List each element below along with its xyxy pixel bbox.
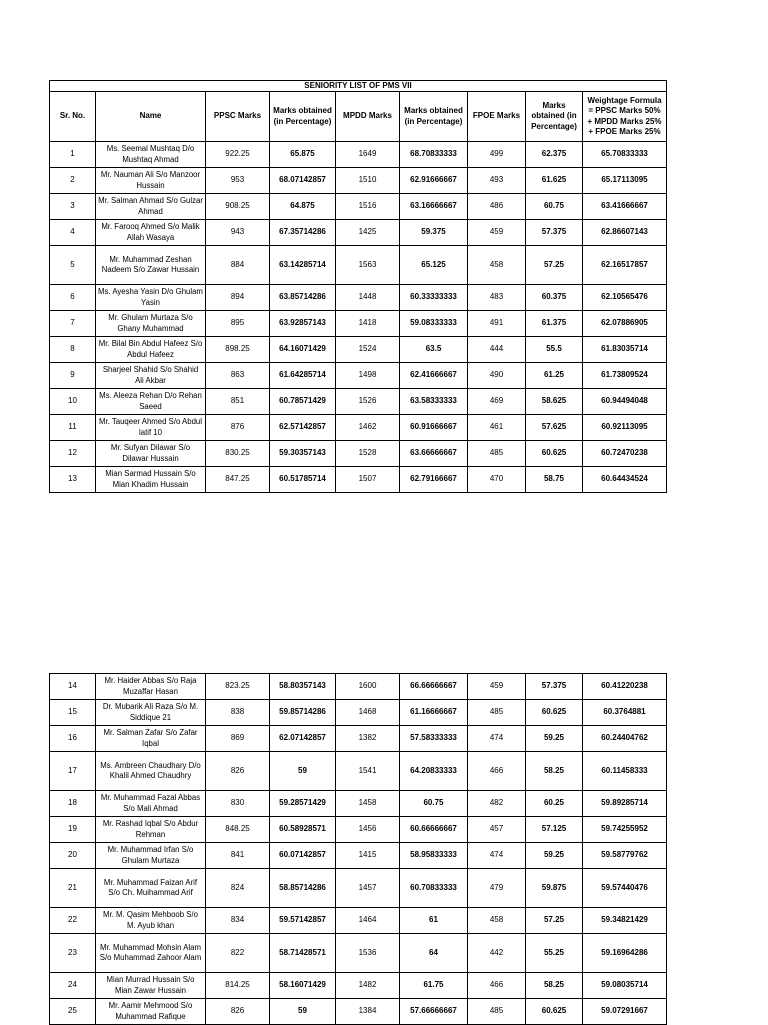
header-ppsc-marks: PPSC Marks <box>206 92 270 142</box>
header-sr-no: Sr. No. <box>50 92 96 142</box>
weightage-cell: 62.10565476 <box>583 285 667 311</box>
ppsc-percentage-cell: 59 <box>270 999 336 1025</box>
mpdd-percentage-cell: 62.41666667 <box>400 363 468 389</box>
table-row <box>50 908 667 934</box>
header-ppsc-percentage: Marks obtained (in Percentage) <box>270 92 336 142</box>
ppsc-percentage-cell: 61.64285714 <box>270 363 336 389</box>
mpdd-marks-cell: 1456 <box>336 817 400 843</box>
weightage-cell: 60.41220238 <box>583 674 667 700</box>
sr-no-cell: 24 <box>50 973 96 999</box>
table-row <box>50 467 667 493</box>
fpoe-marks-cell: 499 <box>468 142 526 168</box>
weightage-cell: 62.07886905 <box>583 311 667 337</box>
weightage-cell: 59.16964286 <box>583 934 667 973</box>
fpoe-marks-cell: 466 <box>468 973 526 999</box>
sr-no-cell: 5 <box>50 246 96 285</box>
mpdd-marks-cell: 1563 <box>336 246 400 285</box>
table-row <box>50 843 667 869</box>
table-row <box>50 999 667 1025</box>
fpoe-marks-cell: 486 <box>468 194 526 220</box>
name-cell: Mr. Nauman Ali S/o Manzoor Hussain <box>96 168 206 194</box>
fpoe-percentage-cell: 59.25 <box>526 843 583 869</box>
name-cell: Mr. Aamir Mehmood S/o Muhammad Rafique <box>96 999 206 1025</box>
table-title: SENIORITY LIST OF PMS VII <box>50 81 667 92</box>
fpoe-percentage-cell: 61.25 <box>526 363 583 389</box>
name-cell: Mr. Sufyan Dilawar S/o Dilawar Hussain <box>96 441 206 467</box>
name-cell: Mr. M. Qasim Mehboob S/o M. Ayub khan <box>96 908 206 934</box>
weightage-cell: 59.74255952 <box>583 817 667 843</box>
name-cell: Mr. Muhammad Irfan S/o Ghulam Murtaza <box>96 843 206 869</box>
ppsc-marks-cell: 826 <box>206 999 270 1025</box>
fpoe-percentage-cell: 59.25 <box>526 726 583 752</box>
mpdd-percentage-cell: 63.66666667 <box>400 441 468 467</box>
name-cell: Mr. Salman Ahmad S/o Gulzar Ahmad <box>96 194 206 220</box>
ppsc-marks-cell: 824 <box>206 869 270 908</box>
name-cell: Mr. Muhammad Zeshan Nadeem S/o Zawar Hussain <box>96 246 206 285</box>
header-row <box>50 92 667 142</box>
ppsc-marks-cell: 894 <box>206 285 270 311</box>
table-row <box>50 817 667 843</box>
mpdd-marks-cell: 1600 <box>336 674 400 700</box>
fpoe-marks-cell: 485 <box>468 441 526 467</box>
ppsc-marks-cell: 869 <box>206 726 270 752</box>
ppsc-percentage-cell: 60.58928571 <box>270 817 336 843</box>
table-row <box>50 194 667 220</box>
mpdd-marks-cell: 1384 <box>336 999 400 1025</box>
weightage-cell: 62.16517857 <box>583 246 667 285</box>
weightage-cell: 59.57440476 <box>583 869 667 908</box>
mpdd-marks-cell: 1458 <box>336 791 400 817</box>
weightage-cell: 61.73809524 <box>583 363 667 389</box>
fpoe-percentage-cell: 57.25 <box>526 908 583 934</box>
fpoe-percentage-cell: 62.375 <box>526 142 583 168</box>
fpoe-percentage-cell: 61.625 <box>526 168 583 194</box>
ppsc-marks-cell: 863 <box>206 363 270 389</box>
fpoe-marks-cell: 493 <box>468 168 526 194</box>
seniority-table-page-1 <box>49 80 667 493</box>
fpoe-marks-cell: 469 <box>468 389 526 415</box>
mpdd-percentage-cell: 62.91666667 <box>400 168 468 194</box>
weightage-cell: 65.70833333 <box>583 142 667 168</box>
ppsc-marks-cell: 826 <box>206 752 270 791</box>
mpdd-percentage-cell: 61 <box>400 908 468 934</box>
weightage-cell: 59.89285714 <box>583 791 667 817</box>
fpoe-marks-cell: 491 <box>468 311 526 337</box>
mpdd-percentage-cell: 60.33333333 <box>400 285 468 311</box>
ppsc-marks-cell: 834 <box>206 908 270 934</box>
mpdd-marks-cell: 1468 <box>336 700 400 726</box>
table-row <box>50 246 667 285</box>
mpdd-percentage-cell: 59.375 <box>400 220 468 246</box>
ppsc-percentage-cell: 63.92857143 <box>270 311 336 337</box>
sr-no-cell: 19 <box>50 817 96 843</box>
header-weightage-formula: Weightage Formula = PPSC Marks 50% + MPDD Marks 25% + FPOE Marks 25% <box>583 92 667 142</box>
ppsc-marks-cell: 814.25 <box>206 973 270 999</box>
fpoe-percentage-cell: 60.625 <box>526 700 583 726</box>
sr-no-cell: 17 <box>50 752 96 791</box>
weightage-cell: 60.94494048 <box>583 389 667 415</box>
mpdd-marks-cell: 1524 <box>336 337 400 363</box>
mpdd-percentage-cell: 64 <box>400 934 468 973</box>
mpdd-marks-cell: 1482 <box>336 973 400 999</box>
table-row <box>50 311 667 337</box>
table-row <box>50 142 667 168</box>
weightage-cell: 60.92113095 <box>583 415 667 441</box>
fpoe-marks-cell: 458 <box>468 246 526 285</box>
weightage-cell: 65.17113095 <box>583 168 667 194</box>
mpdd-marks-cell: 1415 <box>336 843 400 869</box>
seniority-table-page-2 <box>49 673 667 1025</box>
weightage-cell: 60.11458333 <box>583 752 667 791</box>
sr-no-cell: 18 <box>50 791 96 817</box>
mpdd-percentage-cell: 64.20833333 <box>400 752 468 791</box>
weightage-cell: 60.3764881 <box>583 700 667 726</box>
weightage-cell: 60.64434524 <box>583 467 667 493</box>
mpdd-percentage-cell: 60.66666667 <box>400 817 468 843</box>
ppsc-percentage-cell: 59.85714286 <box>270 700 336 726</box>
sr-no-cell: 22 <box>50 908 96 934</box>
mpdd-percentage-cell: 58.95833333 <box>400 843 468 869</box>
ppsc-percentage-cell: 62.57142857 <box>270 415 336 441</box>
ppsc-percentage-cell: 59.28571429 <box>270 791 336 817</box>
weightage-cell: 60.72470238 <box>583 441 667 467</box>
mpdd-marks-cell: 1498 <box>336 363 400 389</box>
ppsc-marks-cell: 848.25 <box>206 817 270 843</box>
mpdd-marks-cell: 1425 <box>336 220 400 246</box>
ppsc-percentage-cell: 58.16071429 <box>270 973 336 999</box>
mpdd-percentage-cell: 63.58333333 <box>400 389 468 415</box>
ppsc-marks-cell: 847.25 <box>206 467 270 493</box>
table-row <box>50 441 667 467</box>
ppsc-marks-cell: 830 <box>206 791 270 817</box>
weightage-cell: 63.41666667 <box>583 194 667 220</box>
mpdd-percentage-cell: 59.08333333 <box>400 311 468 337</box>
fpoe-percentage-cell: 55.25 <box>526 934 583 973</box>
ppsc-percentage-cell: 58.80357143 <box>270 674 336 700</box>
ppsc-marks-cell: 830.25 <box>206 441 270 467</box>
fpoe-marks-cell: 457 <box>468 817 526 843</box>
mpdd-marks-cell: 1536 <box>336 934 400 973</box>
fpoe-percentage-cell: 60.75 <box>526 194 583 220</box>
sr-no-cell: 6 <box>50 285 96 311</box>
name-cell: Mian Murrad Hussain S/o Mian Zawar Hussain <box>96 973 206 999</box>
fpoe-marks-cell: 483 <box>468 285 526 311</box>
fpoe-percentage-cell: 60.375 <box>526 285 583 311</box>
weightage-cell: 61.83035714 <box>583 337 667 363</box>
sr-no-cell: 15 <box>50 700 96 726</box>
sr-no-cell: 13 <box>50 467 96 493</box>
mpdd-marks-cell: 1464 <box>336 908 400 934</box>
sr-no-cell: 14 <box>50 674 96 700</box>
name-cell: Dr. Mubarik Ali Raza S/o M. Siddique 21 <box>96 700 206 726</box>
name-cell: Mr. Muhammad Fazal Abbas S/o Mali Ahmad <box>96 791 206 817</box>
mpdd-marks-cell: 1510 <box>336 168 400 194</box>
table-row <box>50 389 667 415</box>
fpoe-percentage-cell: 57.375 <box>526 674 583 700</box>
fpoe-percentage-cell: 57.375 <box>526 220 583 246</box>
table-row <box>50 869 667 908</box>
fpoe-marks-cell: 485 <box>468 700 526 726</box>
ppsc-percentage-cell: 64.16071429 <box>270 337 336 363</box>
sr-no-cell: 20 <box>50 843 96 869</box>
ppsc-marks-cell: 841 <box>206 843 270 869</box>
header-mpdd-marks: MPDD Marks <box>336 92 400 142</box>
fpoe-percentage-cell: 58.25 <box>526 752 583 791</box>
sr-no-cell: 25 <box>50 999 96 1025</box>
ppsc-marks-cell: 838 <box>206 700 270 726</box>
fpoe-percentage-cell: 58.625 <box>526 389 583 415</box>
fpoe-marks-cell: 459 <box>468 674 526 700</box>
weightage-cell: 62.86607143 <box>583 220 667 246</box>
mpdd-percentage-cell: 61.75 <box>400 973 468 999</box>
sr-no-cell: 9 <box>50 363 96 389</box>
mpdd-marks-cell: 1457 <box>336 869 400 908</box>
mpdd-percentage-cell: 63.16666667 <box>400 194 468 220</box>
weightage-cell: 60.24404762 <box>583 726 667 752</box>
ppsc-percentage-cell: 59 <box>270 752 336 791</box>
ppsc-percentage-cell: 59.57142857 <box>270 908 336 934</box>
mpdd-marks-cell: 1541 <box>336 752 400 791</box>
ppsc-marks-cell: 953 <box>206 168 270 194</box>
mpdd-percentage-cell: 62.79166667 <box>400 467 468 493</box>
table-row <box>50 220 667 246</box>
header-mpdd-percentage: Marks obtained (in Percentage) <box>400 92 468 142</box>
table-row <box>50 726 667 752</box>
sr-no-cell: 1 <box>50 142 96 168</box>
fpoe-marks-cell: 479 <box>468 869 526 908</box>
mpdd-marks-cell: 1528 <box>336 441 400 467</box>
mpdd-marks-cell: 1649 <box>336 142 400 168</box>
weightage-cell: 59.07291667 <box>583 999 667 1025</box>
fpoe-percentage-cell: 60.625 <box>526 999 583 1025</box>
weightage-cell: 59.58779762 <box>583 843 667 869</box>
fpoe-percentage-cell: 57.625 <box>526 415 583 441</box>
mpdd-percentage-cell: 60.70833333 <box>400 869 468 908</box>
ppsc-marks-cell: 895 <box>206 311 270 337</box>
mpdd-marks-cell: 1516 <box>336 194 400 220</box>
ppsc-percentage-cell: 65.875 <box>270 142 336 168</box>
fpoe-percentage-cell: 58.25 <box>526 973 583 999</box>
name-cell: Ms. Aleeza Rehan D/o Rehan Saeed <box>96 389 206 415</box>
ppsc-marks-cell: 943 <box>206 220 270 246</box>
header-fpoe-percentage: Marks obtained (in Percentage) <box>526 92 583 142</box>
ppsc-marks-cell: 908.25 <box>206 194 270 220</box>
name-cell: Mr. Farooq Ahmed S/o Malik Allah Wasaya <box>96 220 206 246</box>
table-row <box>50 791 667 817</box>
name-cell: Mr. Haider Abbas S/o Raja Muzaffar Hasan <box>96 674 206 700</box>
mpdd-marks-cell: 1462 <box>336 415 400 441</box>
name-cell: Sharjeel Shahid S/o Shahid Ali Akbar <box>96 363 206 389</box>
ppsc-marks-cell: 884 <box>206 246 270 285</box>
table-row <box>50 700 667 726</box>
ppsc-marks-cell: 876 <box>206 415 270 441</box>
table-row <box>50 363 667 389</box>
fpoe-percentage-cell: 60.625 <box>526 441 583 467</box>
sr-no-cell: 10 <box>50 389 96 415</box>
sr-no-cell: 3 <box>50 194 96 220</box>
name-cell: Mr. Muhammad Mohsin Alam S/o Muhammad Zahoor Alam <box>96 934 206 973</box>
fpoe-marks-cell: 466 <box>468 752 526 791</box>
table-row <box>50 168 667 194</box>
name-cell: Mr. Rashad Iqbal S/o Abdur Rehman <box>96 817 206 843</box>
sr-no-cell: 16 <box>50 726 96 752</box>
name-cell: Ms. Ambreen Chaudhary D/o Khalil Ahmed Chaudhry <box>96 752 206 791</box>
ppsc-percentage-cell: 59.30357143 <box>270 441 336 467</box>
mpdd-percentage-cell: 65.125 <box>400 246 468 285</box>
mpdd-marks-cell: 1382 <box>336 726 400 752</box>
fpoe-marks-cell: 470 <box>468 467 526 493</box>
name-cell: Ms. Ayesha Yasin D/o Ghulam Yasin <box>96 285 206 311</box>
sr-no-cell: 7 <box>50 311 96 337</box>
mpdd-marks-cell: 1507 <box>336 467 400 493</box>
name-cell: Mr. Salman Zafar S/o Zafar Iqbal <box>96 726 206 752</box>
mpdd-percentage-cell: 57.58333333 <box>400 726 468 752</box>
table-row <box>50 285 667 311</box>
ppsc-percentage-cell: 62.07142857 <box>270 726 336 752</box>
ppsc-marks-cell: 922.25 <box>206 142 270 168</box>
fpoe-percentage-cell: 59.875 <box>526 869 583 908</box>
weightage-cell: 59.08035714 <box>583 973 667 999</box>
name-cell: Mr. Tauqeer Ahmed S/o Abdul latif 10 <box>96 415 206 441</box>
ppsc-percentage-cell: 58.85714286 <box>270 869 336 908</box>
sr-no-cell: 12 <box>50 441 96 467</box>
fpoe-percentage-cell: 60.25 <box>526 791 583 817</box>
mpdd-percentage-cell: 68.70833333 <box>400 142 468 168</box>
fpoe-marks-cell: 458 <box>468 908 526 934</box>
table-row <box>50 752 667 791</box>
mpdd-marks-cell: 1448 <box>336 285 400 311</box>
ppsc-percentage-cell: 68.07142857 <box>270 168 336 194</box>
ppsc-marks-cell: 851 <box>206 389 270 415</box>
table-row <box>50 415 667 441</box>
sr-no-cell: 8 <box>50 337 96 363</box>
fpoe-marks-cell: 485 <box>468 999 526 1025</box>
mpdd-percentage-cell: 60.75 <box>400 791 468 817</box>
mpdd-percentage-cell: 66.66666667 <box>400 674 468 700</box>
sr-no-cell: 4 <box>50 220 96 246</box>
header-fpoe-marks: FPOE Marks <box>468 92 526 142</box>
ppsc-marks-cell: 822 <box>206 934 270 973</box>
table-row <box>50 337 667 363</box>
ppsc-percentage-cell: 58.71428571 <box>270 934 336 973</box>
mpdd-percentage-cell: 63.5 <box>400 337 468 363</box>
table-row <box>50 973 667 999</box>
header-name: Name <box>96 92 206 142</box>
ppsc-percentage-cell: 60.07142857 <box>270 843 336 869</box>
sr-no-cell: 21 <box>50 869 96 908</box>
mpdd-marks-cell: 1418 <box>336 311 400 337</box>
ppsc-marks-cell: 898.25 <box>206 337 270 363</box>
ppsc-marks-cell: 823.25 <box>206 674 270 700</box>
name-cell: Mian Sarmad Hussain S/o Mian Khadim Hussain <box>96 467 206 493</box>
ppsc-percentage-cell: 63.85714286 <box>270 285 336 311</box>
name-cell: Mr. Ghulam Murtaza S/o Ghany Muhammad <box>96 311 206 337</box>
fpoe-percentage-cell: 57.125 <box>526 817 583 843</box>
fpoe-marks-cell: 444 <box>468 337 526 363</box>
fpoe-percentage-cell: 58.75 <box>526 467 583 493</box>
sr-no-cell: 23 <box>50 934 96 973</box>
mpdd-percentage-cell: 57.66666667 <box>400 999 468 1025</box>
fpoe-marks-cell: 474 <box>468 726 526 752</box>
fpoe-marks-cell: 442 <box>468 934 526 973</box>
fpoe-marks-cell: 461 <box>468 415 526 441</box>
ppsc-percentage-cell: 67.35714286 <box>270 220 336 246</box>
mpdd-percentage-cell: 61.16666667 <box>400 700 468 726</box>
ppsc-percentage-cell: 60.51785714 <box>270 467 336 493</box>
fpoe-marks-cell: 459 <box>468 220 526 246</box>
ppsc-percentage-cell: 60.78571429 <box>270 389 336 415</box>
fpoe-marks-cell: 490 <box>468 363 526 389</box>
name-cell: Mr. Bilal Bin Abdul Hafeez S/o Abdul Hafeez <box>96 337 206 363</box>
weightage-cell: 59.34821429 <box>583 908 667 934</box>
fpoe-marks-cell: 482 <box>468 791 526 817</box>
fpoe-percentage-cell: 55.5 <box>526 337 583 363</box>
fpoe-marks-cell: 474 <box>468 843 526 869</box>
fpoe-percentage-cell: 61.375 <box>526 311 583 337</box>
sr-no-cell: 11 <box>50 415 96 441</box>
ppsc-percentage-cell: 63.14285714 <box>270 246 336 285</box>
mpdd-marks-cell: 1526 <box>336 389 400 415</box>
sr-no-cell: 2 <box>50 168 96 194</box>
ppsc-percentage-cell: 64.875 <box>270 194 336 220</box>
table-row <box>50 934 667 973</box>
mpdd-percentage-cell: 60.91666667 <box>400 415 468 441</box>
table-row <box>50 674 667 700</box>
name-cell: Mr. Muhammad Faizan Arif S/o Ch. Muihammad Arif <box>96 869 206 908</box>
name-cell: Ms. Seemal Mushtaq D/o Mushtaq Ahmad <box>96 142 206 168</box>
fpoe-percentage-cell: 57.25 <box>526 246 583 285</box>
